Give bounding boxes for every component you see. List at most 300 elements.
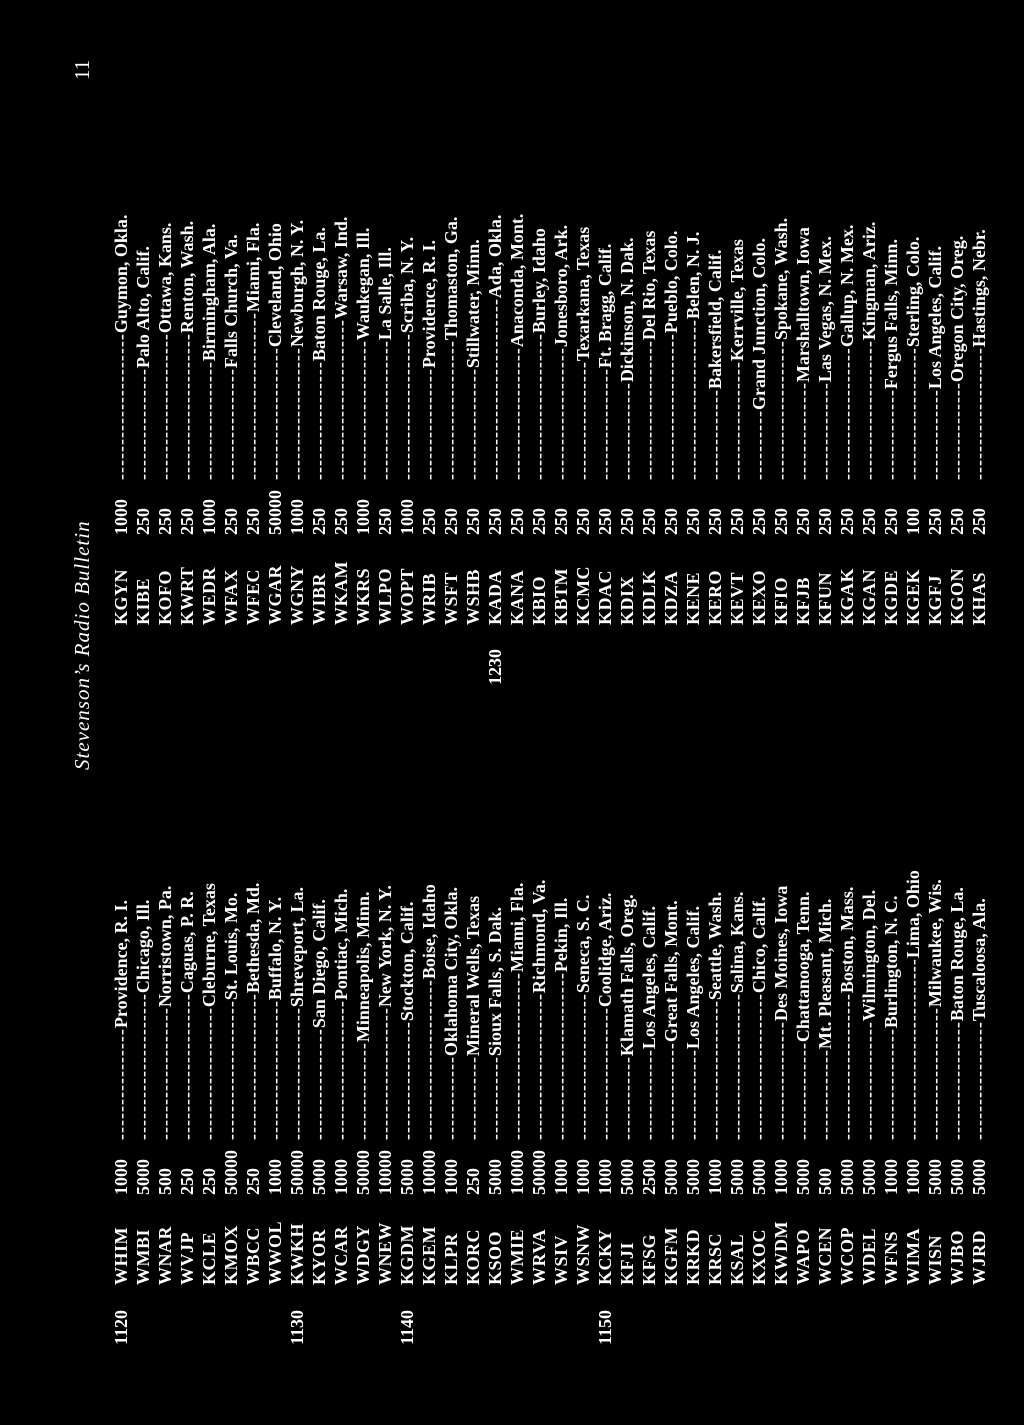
- power-watts: 250: [837, 508, 857, 535]
- leader-dots: ----------------: [111, 1028, 131, 1140]
- station-row: [550, 695, 572, 1345]
- frequency: 1140: [397, 1309, 417, 1345]
- station-row: [462, 25, 484, 685]
- call-sign: KDZA: [661, 570, 681, 625]
- call-sign: KFJI: [617, 1241, 637, 1285]
- frequency: 1130: [287, 1309, 307, 1345]
- leader-dots: -------------------: [595, 1007, 615, 1140]
- location-text: Salina, Kans.: [727, 891, 747, 994]
- location: [440, 140, 462, 480]
- power-watts: 1000: [551, 1159, 571, 1195]
- location: [946, 800, 968, 1140]
- location: [176, 140, 198, 480]
- location-text: Richmond, Va.: [529, 879, 549, 994]
- call-sign: KOFO: [155, 570, 175, 625]
- call-sign: KWDM: [771, 1221, 791, 1285]
- location-text: Birmingham, Ala.: [199, 223, 219, 362]
- location: [572, 140, 594, 480]
- call-sign: WAPO: [793, 1229, 813, 1285]
- call-sign: WSHB: [463, 568, 483, 625]
- location-text: Kingman, Ariz.: [859, 221, 879, 341]
- call-sign: KBIO: [529, 575, 549, 625]
- call-sign: KFIO: [771, 576, 791, 625]
- location: [968, 800, 990, 1140]
- leader-dots: --------------------: [705, 1000, 725, 1140]
- location: [132, 800, 154, 1140]
- call-sign: KGON: [947, 567, 967, 625]
- location-text: Thomaston, Ga.: [441, 216, 461, 341]
- station-row: [484, 695, 506, 1345]
- station-row: [902, 695, 924, 1345]
- location-text: Kerrville, Texas: [727, 239, 747, 362]
- power-watts: 2500: [639, 1159, 659, 1195]
- power-watts: 250: [793, 508, 813, 535]
- power-watts: 1000: [903, 1159, 923, 1195]
- station-row: [330, 25, 352, 685]
- page-header: [0, 0, 94, 1425]
- power-watts: 250: [661, 508, 681, 535]
- leader-dots: ---------------------: [177, 333, 197, 480]
- location: [792, 800, 814, 1140]
- station-row: [396, 695, 418, 1345]
- location-text: Baton Rouge, La.: [309, 227, 329, 362]
- call-sign: WJBO: [947, 1229, 967, 1285]
- location: [792, 140, 814, 480]
- call-sign: KGEM: [419, 1226, 439, 1285]
- location-text: Guymon, Okla.: [111, 214, 131, 334]
- leader-dots: --------------------------: [903, 958, 923, 1140]
- power-watts: 5000: [727, 1159, 747, 1195]
- location-text: Boston, Mass.: [837, 886, 857, 994]
- leader-dots: -----------------------: [331, 319, 351, 480]
- location-text: Burlington, N. C.: [881, 895, 901, 1029]
- station-row: [616, 695, 638, 1345]
- location-text: Anaconda, Mont.: [507, 213, 527, 348]
- power-watts: 250: [639, 508, 659, 535]
- location-text: Miami, Fla.: [243, 222, 263, 313]
- leader-dots: --------------------: [771, 340, 791, 480]
- leader-dots: ----------------: [309, 1028, 329, 1140]
- leader-dots: ---------------------: [727, 993, 747, 1140]
- call-sign: KRSC: [705, 1232, 725, 1285]
- power-watts: 10000: [419, 1150, 439, 1195]
- location: [374, 140, 396, 480]
- call-sign: KDIX: [617, 575, 637, 625]
- location-text: Palo Alto, Calif.: [133, 246, 153, 369]
- location-text: Belen, N. J.: [683, 231, 703, 320]
- power-watts: 500: [155, 1168, 175, 1195]
- power-watts: 250: [749, 508, 769, 535]
- station-row: [176, 25, 198, 685]
- station-row: [704, 25, 726, 685]
- power-watts: 250: [705, 508, 725, 535]
- power-watts: 50000: [353, 1150, 373, 1195]
- leader-dots: -----------------: [771, 1021, 791, 1140]
- power-watts: 1000: [771, 1159, 791, 1195]
- call-sign: KSAL: [727, 1233, 747, 1285]
- call-sign: WDEL: [859, 1227, 879, 1285]
- call-sign: KLPR: [441, 1232, 461, 1285]
- location: [924, 800, 946, 1140]
- station-row: [374, 695, 396, 1345]
- call-sign: KGDM: [397, 1225, 417, 1285]
- call-sign: WVJP: [177, 1232, 197, 1285]
- leader-dots: ------------: [463, 1056, 483, 1140]
- call-sign: WKAM: [331, 561, 351, 625]
- location: [836, 140, 858, 480]
- call-sign: WDGY: [353, 1225, 373, 1285]
- leader-dots: --------------: [815, 382, 835, 480]
- location-text: Klamath Falls, Oreg.: [617, 894, 637, 1057]
- call-sign: KGFM: [661, 1227, 681, 1285]
- power-watts: 250: [925, 508, 945, 535]
- leader-dots: --------------------------: [485, 298, 505, 480]
- station-row: [352, 25, 374, 685]
- call-sign: WSFT: [441, 571, 461, 625]
- page-number: 11: [70, 59, 94, 80]
- call-sign: KWRT: [177, 566, 197, 625]
- call-sign: WJRD: [969, 1230, 989, 1285]
- power-watts: 250: [881, 508, 901, 535]
- station-row: [770, 695, 792, 1345]
- location-text: Stillwater, Minn.: [463, 239, 483, 369]
- location-text: Great Falls, Mont.: [661, 900, 681, 1043]
- location: [660, 800, 682, 1140]
- leader-dots: ------------------------: [507, 972, 527, 1140]
- station-row: [726, 25, 748, 685]
- power-watts: 250: [485, 508, 505, 535]
- location-text: Warsaw, Ind.: [331, 216, 351, 320]
- call-sign: KCLE: [199, 1231, 219, 1285]
- location-text: Cleveland, Ohio: [265, 223, 285, 348]
- call-sign: KXOC: [749, 1229, 769, 1285]
- leader-dots: ---------------------: [661, 333, 681, 480]
- location: [352, 140, 374, 480]
- station-row: [286, 25, 308, 685]
- location: [858, 140, 880, 480]
- station-row: [308, 695, 330, 1345]
- call-sign: WBCC: [243, 1226, 263, 1285]
- station-row: [308, 25, 330, 685]
- power-watts: 250: [815, 508, 835, 535]
- location-text: Jonesboro, Ark.: [551, 224, 571, 348]
- call-sign: WRVA: [529, 1228, 549, 1285]
- station-row: [110, 695, 132, 1345]
- location: [220, 140, 242, 480]
- bulletin-title: Stevenson’s Radio Bulletin: [70, 520, 94, 770]
- power-watts: 10000: [507, 1150, 527, 1195]
- location: [198, 140, 220, 480]
- call-sign: KSOO: [485, 1230, 505, 1285]
- location-text: Waukegan, Ill.: [353, 227, 373, 341]
- power-watts: 1000: [573, 1159, 593, 1195]
- call-sign: WSNW: [573, 1223, 593, 1285]
- station-row: [528, 25, 550, 685]
- leader-dots: -------------: [881, 389, 901, 480]
- station-row: [242, 25, 264, 685]
- leader-dots: -------------: [683, 1049, 703, 1140]
- location-text: Pueblo, Colo.: [661, 230, 681, 334]
- call-sign: KHAS: [969, 571, 989, 625]
- call-sign: WIBR: [309, 572, 329, 625]
- power-watts: 1000: [595, 1159, 615, 1195]
- leader-dots: -----------------: [397, 1021, 417, 1140]
- leader-dots: --------------------: [375, 340, 395, 480]
- station-row: [418, 695, 440, 1345]
- location-text: Coolidge, Ariz.: [595, 892, 615, 1008]
- call-sign: KWKH: [287, 1222, 307, 1285]
- location: [770, 800, 792, 1140]
- station-row: [198, 695, 220, 1345]
- station-row: [198, 25, 220, 685]
- location-text: Renton, Wash.: [177, 220, 197, 334]
- station-row: [880, 695, 902, 1345]
- location: [132, 140, 154, 480]
- leader-dots: --------------------: [639, 340, 659, 480]
- leader-dots: ---------------------: [529, 333, 549, 480]
- station-row: [814, 695, 836, 1345]
- call-sign: WOPT: [397, 567, 417, 625]
- call-sign: KGAN: [859, 569, 879, 625]
- location: [506, 140, 528, 480]
- location-text: Chico, Calif.: [749, 896, 769, 994]
- leader-dots: -------------------: [155, 1007, 175, 1140]
- leader-dots: -----------------: [309, 361, 329, 480]
- location: [462, 140, 484, 480]
- location-text: Burley, Idaho: [529, 228, 549, 334]
- power-watts: 250: [617, 508, 637, 535]
- power-watts: 250: [375, 508, 395, 535]
- call-sign: KGAK: [837, 567, 857, 625]
- call-sign: KYOR: [309, 1229, 329, 1285]
- frequency: 1230: [485, 649, 505, 685]
- station-row: [682, 695, 704, 1345]
- station-row: [726, 695, 748, 1345]
- leader-dots: -------------------: [507, 347, 527, 480]
- power-watts: 5000: [969, 1159, 989, 1195]
- location-text: Providence, R. I.: [111, 899, 131, 1029]
- location-text: Miami, Fla.: [507, 882, 527, 973]
- location-text: San Diego, Calif.: [309, 899, 329, 1029]
- station-row: [154, 25, 176, 685]
- power-watts: 1000: [397, 499, 417, 535]
- call-sign: WCAR: [331, 1226, 351, 1285]
- leader-dots: -------------------: [199, 1007, 219, 1140]
- power-watts: 250: [507, 508, 527, 535]
- location: [550, 800, 572, 1140]
- call-sign: KFUN: [815, 572, 835, 625]
- leader-dots: --------------: [793, 382, 813, 480]
- call-sign: KCKY: [595, 1229, 615, 1285]
- leader-dots: ---------------------: [133, 993, 153, 1140]
- location: [440, 800, 462, 1140]
- power-watts: 250: [441, 508, 461, 535]
- leader-dots: -------------: [705, 389, 725, 480]
- station-row: [594, 25, 616, 685]
- station-row: [506, 25, 528, 685]
- leader-dots: --------------------: [859, 340, 879, 480]
- call-sign: WMIE: [507, 1229, 527, 1285]
- location-text: Milwaukee, Wis.: [925, 879, 945, 1008]
- station-row: [704, 695, 726, 1345]
- call-sign: KGEK: [903, 568, 923, 625]
- station-row: [638, 25, 660, 685]
- location-text: Fergus Falls, Minn.: [881, 239, 901, 390]
- location: [330, 800, 352, 1140]
- power-watts: 5000: [309, 1159, 329, 1195]
- location: [308, 140, 330, 480]
- station-row: [440, 25, 462, 685]
- station-row: [550, 25, 572, 685]
- station-row: [594, 695, 616, 1345]
- power-watts: 50000: [287, 1150, 307, 1195]
- station-row: [792, 695, 814, 1345]
- call-sign: KORC: [463, 1229, 483, 1285]
- station-row: [748, 695, 770, 1345]
- leader-dots: ------------------------: [551, 972, 571, 1140]
- station-row: [506, 695, 528, 1345]
- location-text: La Salle, Ill.: [375, 247, 395, 341]
- station-row: [396, 25, 418, 685]
- power-watts: 1000: [199, 499, 219, 535]
- location-text: Sioux Falls, S. Dak.: [485, 907, 505, 1057]
- leader-dots: ---------------------: [243, 993, 263, 1140]
- location-text: Seneca, S. C.: [573, 894, 593, 994]
- power-watts: 250: [573, 508, 593, 535]
- location: [572, 800, 594, 1140]
- leader-dots: -------------------: [551, 347, 571, 480]
- call-sign: WMBI: [133, 1229, 153, 1285]
- location: [638, 140, 660, 480]
- leader-dots: ---------------------: [749, 993, 769, 1140]
- location-text: Pontiac, Mich.: [331, 888, 351, 1001]
- location: [968, 140, 990, 480]
- leader-dots: --------------------: [331, 1000, 351, 1140]
- location: [330, 140, 352, 480]
- call-sign: KADA: [485, 570, 505, 625]
- location: [418, 140, 440, 480]
- location: [836, 800, 858, 1140]
- power-watts: 250: [243, 1168, 263, 1195]
- power-watts: 250: [199, 1168, 219, 1195]
- call-sign: WFEC: [243, 569, 263, 625]
- location: [594, 800, 616, 1140]
- location: [242, 140, 264, 480]
- location: [770, 140, 792, 480]
- location: [396, 800, 418, 1140]
- power-watts: 250: [463, 508, 483, 535]
- call-sign: KEXO: [749, 569, 769, 625]
- leader-dots: ---------------------: [529, 993, 549, 1140]
- location: [110, 800, 132, 1140]
- location: [484, 140, 506, 480]
- station-row: [836, 695, 858, 1345]
- location-text: Dickinson, N. Dak.: [617, 237, 637, 383]
- call-sign: WFAX: [221, 569, 241, 625]
- location: [396, 140, 418, 480]
- power-watts: 5000: [925, 1159, 945, 1195]
- leader-dots: -------------------: [969, 347, 989, 480]
- power-watts: 250: [771, 508, 791, 535]
- leader-dots: --------------------: [441, 340, 461, 480]
- station-row: [968, 25, 990, 685]
- location-text: Seattle, Wash.: [705, 891, 725, 1001]
- leader-dots: ----------------: [595, 368, 615, 480]
- leader-dots: -----------------: [199, 361, 219, 480]
- location: [660, 140, 682, 480]
- call-sign: KEVT: [727, 571, 747, 625]
- location-text: Los Angeles, Calif.: [639, 906, 659, 1050]
- leader-dots: -------------------: [287, 347, 307, 480]
- call-sign: WFNS: [881, 1230, 901, 1285]
- power-watts: 5000: [837, 1159, 857, 1195]
- call-sign: WISN: [925, 1234, 945, 1285]
- call-sign: KRKD: [683, 1229, 703, 1285]
- location: [616, 140, 638, 480]
- call-sign: WEDR: [199, 566, 219, 625]
- station-row: [924, 695, 946, 1345]
- leader-dots: -------------------: [925, 1007, 945, 1140]
- leader-dots: ------------------------: [243, 312, 263, 480]
- call-sign: KERO: [705, 569, 725, 625]
- leader-dots: -----------------------: [683, 319, 703, 480]
- leader-dots: --------------------: [221, 1000, 241, 1140]
- power-watts: 250: [947, 508, 967, 535]
- station-row: [374, 25, 396, 685]
- location: [528, 800, 550, 1140]
- power-watts: 500: [815, 1168, 835, 1195]
- station-row: [880, 25, 902, 685]
- power-watts: 250: [463, 1168, 483, 1195]
- station-row: [946, 695, 968, 1345]
- station-row: [836, 25, 858, 685]
- location: [880, 800, 902, 1140]
- power-watts: 250: [419, 508, 439, 535]
- leader-dots: --------------: [617, 382, 637, 480]
- leader-dots: -------------------: [287, 1007, 307, 1140]
- location: [506, 800, 528, 1140]
- leader-dots: -------------------: [265, 347, 285, 480]
- location-text: Las Vegas, N. Mex.: [815, 236, 835, 383]
- power-watts: 1000: [287, 499, 307, 535]
- station-row: [220, 25, 242, 685]
- station-row: [132, 695, 154, 1345]
- power-watts: 10000: [375, 1150, 395, 1195]
- power-watts: 250: [177, 1168, 197, 1195]
- location: [264, 800, 286, 1140]
- call-sign: WNEW: [375, 1221, 395, 1285]
- location: [374, 800, 396, 1140]
- station-row: [132, 25, 154, 685]
- leader-dots: --------------: [661, 1042, 681, 1140]
- location: [616, 800, 638, 1140]
- location: [924, 140, 946, 480]
- power-watts: 50000: [529, 1150, 549, 1195]
- location-text: Minneapolis, Minn.: [353, 891, 373, 1043]
- power-watts: 250: [727, 508, 747, 535]
- location: [550, 140, 572, 480]
- station-row: [110, 25, 132, 685]
- call-sign: KGFJ: [925, 575, 945, 625]
- power-watts: 1000: [705, 1159, 725, 1195]
- station-row: [770, 25, 792, 685]
- leader-dots: ---------------------: [573, 993, 593, 1140]
- location: [264, 140, 286, 480]
- leader-dots: ------------: [485, 1056, 505, 1140]
- location-text: Falls Church, Va.: [221, 234, 241, 369]
- leader-dots: ---------------------: [177, 993, 197, 1140]
- call-sign: WGAR: [265, 565, 285, 625]
